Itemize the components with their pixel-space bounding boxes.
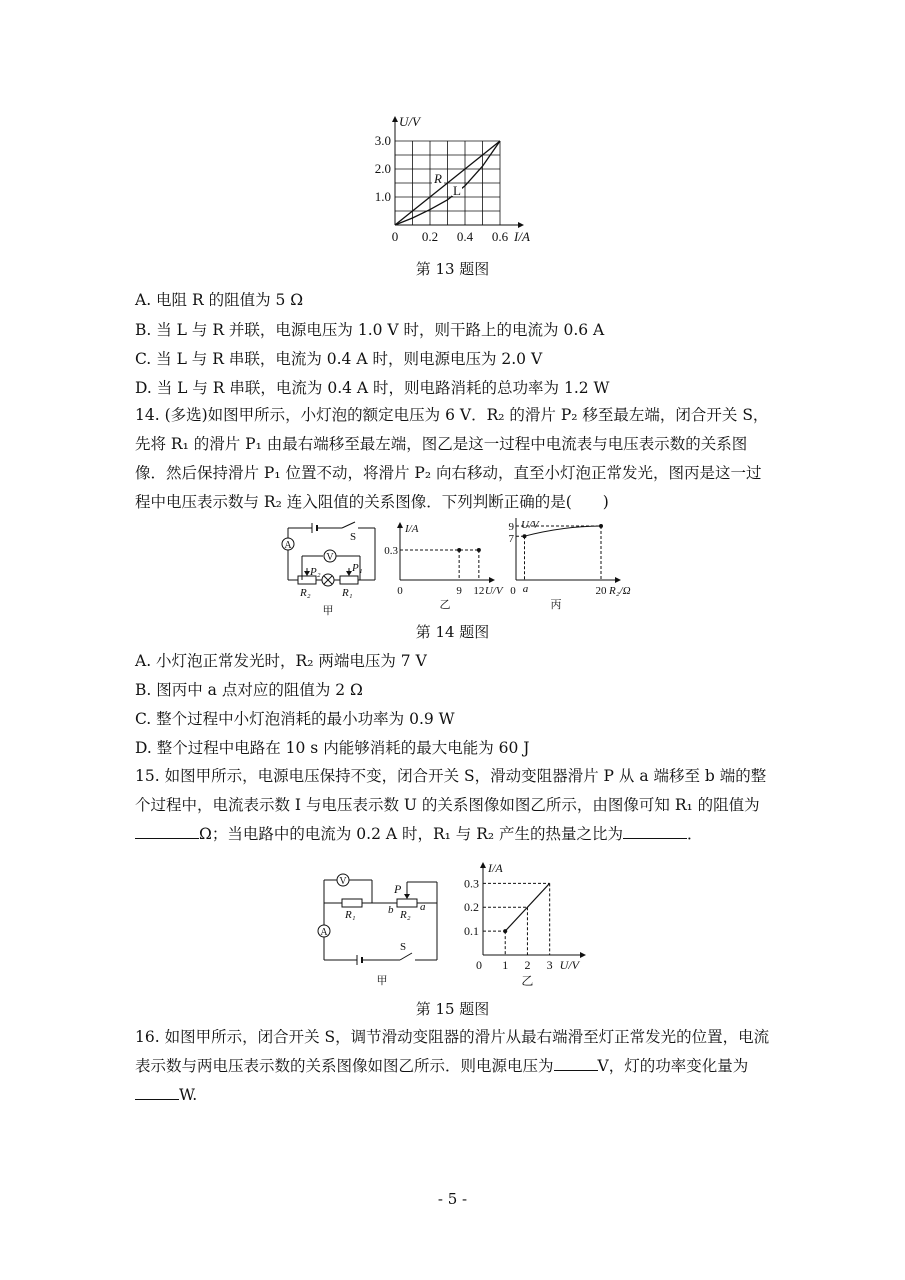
data-point	[503, 929, 507, 933]
q15-chart-yi	[455, 858, 595, 988]
q15-blank-1[interactable]	[135, 824, 199, 839]
q14-option-b: B. 图丙中 a 点对应的阻值为 2 Ω	[135, 681, 363, 699]
x-tick-label: 0	[397, 585, 403, 597]
q15-r1-label: R₁	[345, 909, 356, 921]
data-point	[599, 524, 603, 528]
q16-stem-a: 16. 如图甲所示，闭合开关 S，调节滑动变阻器的滑片从最右端滑至灯正常发光的位置，电流表示数与两电压表示数的关系图像如图乙所示．则电源电压为	[135, 1028, 770, 1075]
q16-stem	[135, 1023, 775, 1110]
q14-p2-label: P₂	[310, 566, 321, 578]
q13-option-b: B. 当 L 与 R 并联，电源电压为 1.0 V 时，则干路上的电流为 0.6 A	[135, 321, 605, 339]
q14-chart-yi	[384, 518, 503, 618]
q16-stem-b: V，灯的功率变化量为	[597, 1057, 749, 1075]
q14-circuit	[270, 518, 385, 618]
q15-blank-2[interactable]	[623, 824, 687, 839]
y-tick-label: 2.0	[374, 161, 391, 176]
x-axis-label: U/V	[559, 958, 580, 972]
q15-b-label: b	[388, 904, 394, 916]
q16-blank-2[interactable]	[135, 1085, 179, 1100]
q14-meter-a: A	[284, 540, 292, 551]
x-tick-label: 3	[546, 958, 553, 972]
q13-option-d: D. 当 L 与 R 串联，电流为 0.4 A 时，则电路消耗的总功率为 1.2 W	[135, 379, 610, 397]
q14-r1-label: R₁	[342, 587, 353, 599]
data-point	[523, 534, 527, 538]
y-axis-label: I/A	[405, 523, 419, 535]
q13-caption: 第 13 题图	[415, 260, 490, 278]
y-axis-label: U/V	[521, 519, 539, 531]
x-arrow	[615, 577, 621, 583]
q15-switch-label: S	[400, 941, 407, 953]
q15-stem	[135, 762, 775, 849]
q15-stem-c: ．	[687, 825, 703, 843]
y-tick-label: 3.0	[374, 133, 391, 148]
q13-option-c: C. 当 L 与 R 串联，电流为 0.4 A 时，则电源电压为 2.0 V	[135, 350, 543, 368]
x-axis-label: R₂/Ω	[609, 585, 631, 597]
x-tick-label: a	[522, 583, 529, 595]
q15-stem-a: 15. 如图甲所示，电源电压保持不变，闭合开关 S，滑动变阻器滑片 P 从 a 端移至 b 端的整个过程中，电流表示数 I 与电压表示数 U 的关系图像如图乙所示，由图像可知 R₁ 的阻值为	[135, 767, 767, 814]
q16-stem-c: W.	[179, 1086, 198, 1104]
y-arrow	[397, 522, 403, 528]
y-tick-label: 9	[508, 521, 514, 533]
q14-p1-label: P₁	[352, 562, 363, 574]
q16-blank-1[interactable]	[554, 1056, 598, 1071]
x-arrow	[489, 577, 495, 583]
q14-option-c: C. 整个过程中小灯泡消耗的最小功率为 0.9 W	[135, 710, 455, 728]
q15-stem-b: Ω；当电路中的电流为 0.2 A 时，R₁ 与 R₂ 产生的热量之比为	[199, 825, 624, 843]
y-tick-label: 0.1	[464, 924, 479, 939]
q15-chart-yi-marks	[464, 861, 586, 988]
x-tick-label: 12	[473, 585, 485, 597]
y-axis-label: I/A	[488, 861, 503, 875]
series-label-r: R	[434, 171, 442, 186]
y-tick-label: 0.2	[464, 900, 479, 915]
data-point	[477, 548, 481, 552]
chart-label: 丙	[550, 599, 562, 611]
x-tick-label: 9	[456, 585, 462, 597]
x-tick-label: 0.6	[491, 229, 509, 244]
chart-label: 乙	[521, 974, 534, 988]
q14-chart-bing-marks	[509, 518, 631, 611]
q15-meter-a: A	[320, 927, 328, 938]
y-arrow	[480, 862, 486, 868]
q15-caption: 第 15 题图	[415, 1000, 490, 1018]
y-arrow	[392, 116, 398, 122]
q13-chart	[355, 110, 555, 250]
x-tick-label: 0	[476, 958, 482, 972]
q14-circuit-label: 甲	[322, 605, 334, 617]
x-arrow	[518, 222, 524, 228]
x-tick-label: 20	[595, 585, 607, 597]
q15-p-label: P	[394, 882, 402, 896]
q15-r2-label: R₂	[400, 909, 411, 921]
q14-stem: 14. (多选)如图甲所示，小灯泡的额定电压为 6 V．R₂ 的滑片 P₂ 移至最左端，闭合开关 S，先将 R₁ 的滑片 P₁ 由最右端移至最左端，图乙是这一过程中电流表与电压表示数的关系图像．然后保持滑片 P₁ 位置不动，将滑片 P₂ 向右移动，直至小灯泡正常发光，图丙是这一过程中电压表示数与 R₂ 连入阻值的关系图像．下列判断正确的是( )	[135, 406, 769, 511]
y-tick-label: 1.0	[374, 189, 391, 204]
q15-meter-v: V	[339, 876, 347, 887]
q15-circuit	[312, 860, 452, 990]
q15-a-label: a	[420, 901, 426, 913]
y-axis-label: U/V	[399, 114, 420, 129]
x-tick-label: 0.2	[421, 229, 439, 244]
q14-chart-bing	[500, 518, 635, 618]
y-tick-label: 0.3	[384, 545, 398, 557]
q14-chart-yi-marks	[384, 522, 504, 611]
x-tick-label: 0	[510, 585, 516, 597]
x-tick-label: 2	[524, 958, 531, 972]
x-tick-label: 1	[502, 958, 509, 972]
q15-circuit-label: 甲	[376, 975, 388, 987]
q14-meter-v: V	[326, 552, 334, 563]
series-label-l: L	[453, 183, 461, 198]
q13-option-a: A. 电阻 R 的阻值为 5 Ω	[135, 291, 304, 309]
x-tick-label: 0.4	[456, 229, 474, 244]
y-tick-label: 7	[508, 533, 514, 546]
q14-option-d: D. 整个过程中电路在 10 s 内能够消耗的最大电能为 60 J	[135, 739, 530, 757]
x-arrow	[580, 952, 586, 958]
q14-option-a: A. 小灯泡正常发光时，R₂ 两端电压为 7 V	[135, 652, 427, 670]
chart-label: 乙	[439, 599, 451, 611]
q14-caption: 第 14 题图	[415, 623, 490, 641]
y-tick-label: 0.3	[464, 876, 479, 891]
q14-switch-label: S	[350, 531, 357, 543]
x-tick-label: 0	[391, 229, 399, 244]
x-axis-label: U/V	[484, 585, 503, 597]
page-number: - 5 -	[437, 1190, 468, 1208]
x-axis-label: I/A	[514, 229, 530, 244]
q14-r2-label: R₂	[300, 587, 311, 599]
data-point	[457, 548, 461, 552]
